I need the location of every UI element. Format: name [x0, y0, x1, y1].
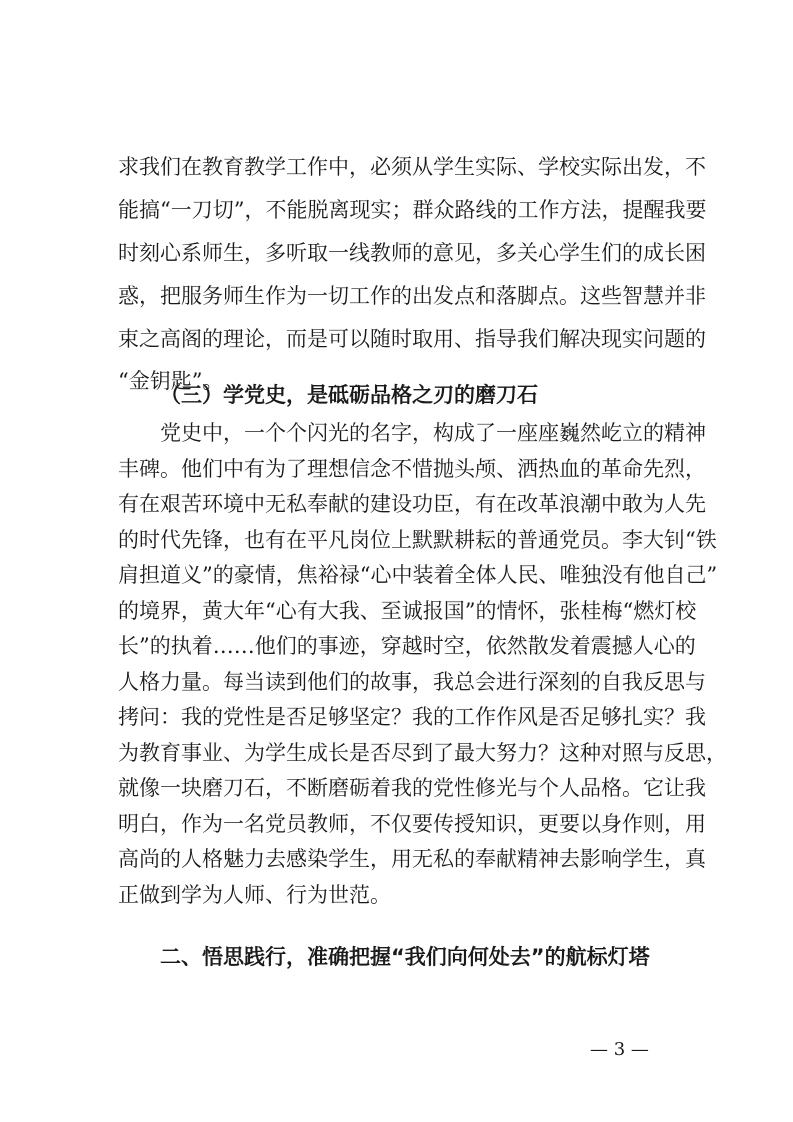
- paragraph-line: 能搞“一刀切”，不能脱离现实；群众路线的工作方法，提醒我要: [118, 198, 707, 222]
- paragraph-line: 有在艰苦环境中无私奉献的建设功臣，有在改革浪潮中敢为人先: [118, 492, 706, 516]
- paragraph-line: 肩担道义”的豪情，焦裕禄“心中装着全体人民、唯独没有他自己”: [118, 563, 718, 587]
- paragraph-line: 拷问：我的党性是否足够坚定？我的工作作风是否足够扎实？我: [118, 705, 706, 729]
- paragraph-line: 时刻心系师生，多听取一线教师的意见，多关心学生们的成长困: [118, 241, 706, 265]
- paragraph-line: 明白，作为一名党员教师，不仅要传授知识，更要以身作则，用: [118, 812, 706, 836]
- paragraph-line: 就像一块磨刀石，不断磨砺着我的党性修光与个人品格。它让我: [118, 776, 706, 800]
- paragraph-line: 党史中，一个个闪光的名字，构成了一座座巍然屹立的精神: [160, 421, 706, 445]
- section-heading: 二、悟思践行，准确把握“我们向何处去”的航标灯塔: [160, 945, 650, 969]
- paragraph-line: 求我们在教育教学工作中，必须从学生实际、学校实际出发，不: [118, 155, 706, 179]
- paragraph-line: 正做到学为人师、行为世范。: [118, 883, 391, 907]
- page-number: — 3 —: [590, 1039, 649, 1060]
- paragraph-line: 丰碑。他们中有为了理想信念不惜抛头颅、洒热血的革命先烈，: [118, 457, 706, 481]
- section-subheading: （三）学党史，是砥砺品格之刃的磨刀石: [160, 382, 538, 407]
- paragraph-line: 惑，把服务师生作为一切工作的出发点和落脚点。这些智慧并非: [118, 284, 706, 308]
- paragraph-line: “金钥匙”。: [118, 369, 224, 393]
- paragraph-line: 为教育事业、为学生成长是否尽到了最大努力？这种对照与反思，: [118, 741, 727, 765]
- paragraph-line: 长”的执着……他们的事迹，穿越时空，依然散发着震撼人心的: [118, 634, 696, 658]
- paragraph-line: 的时代先锋，也有在平凡岗位上默默耕耘的普通党员。李大钊“铁: [118, 528, 717, 552]
- paragraph-line: 高尚的人格魅力去感染学生，用无私的奉献精神去影响学生，真: [118, 847, 706, 871]
- paragraph-line: 束之高阁的理论，而是可以随时取用、指导我们解决现实问题的: [118, 327, 706, 351]
- paragraph-line: 的境界，黄大年“心有大我、至诚报国”的情怀，张桂梅“燃灯校: [118, 599, 697, 623]
- paragraph-line: 人格力量。每当读到他们的故事，我总会进行深刻的自我反思与: [118, 670, 706, 694]
